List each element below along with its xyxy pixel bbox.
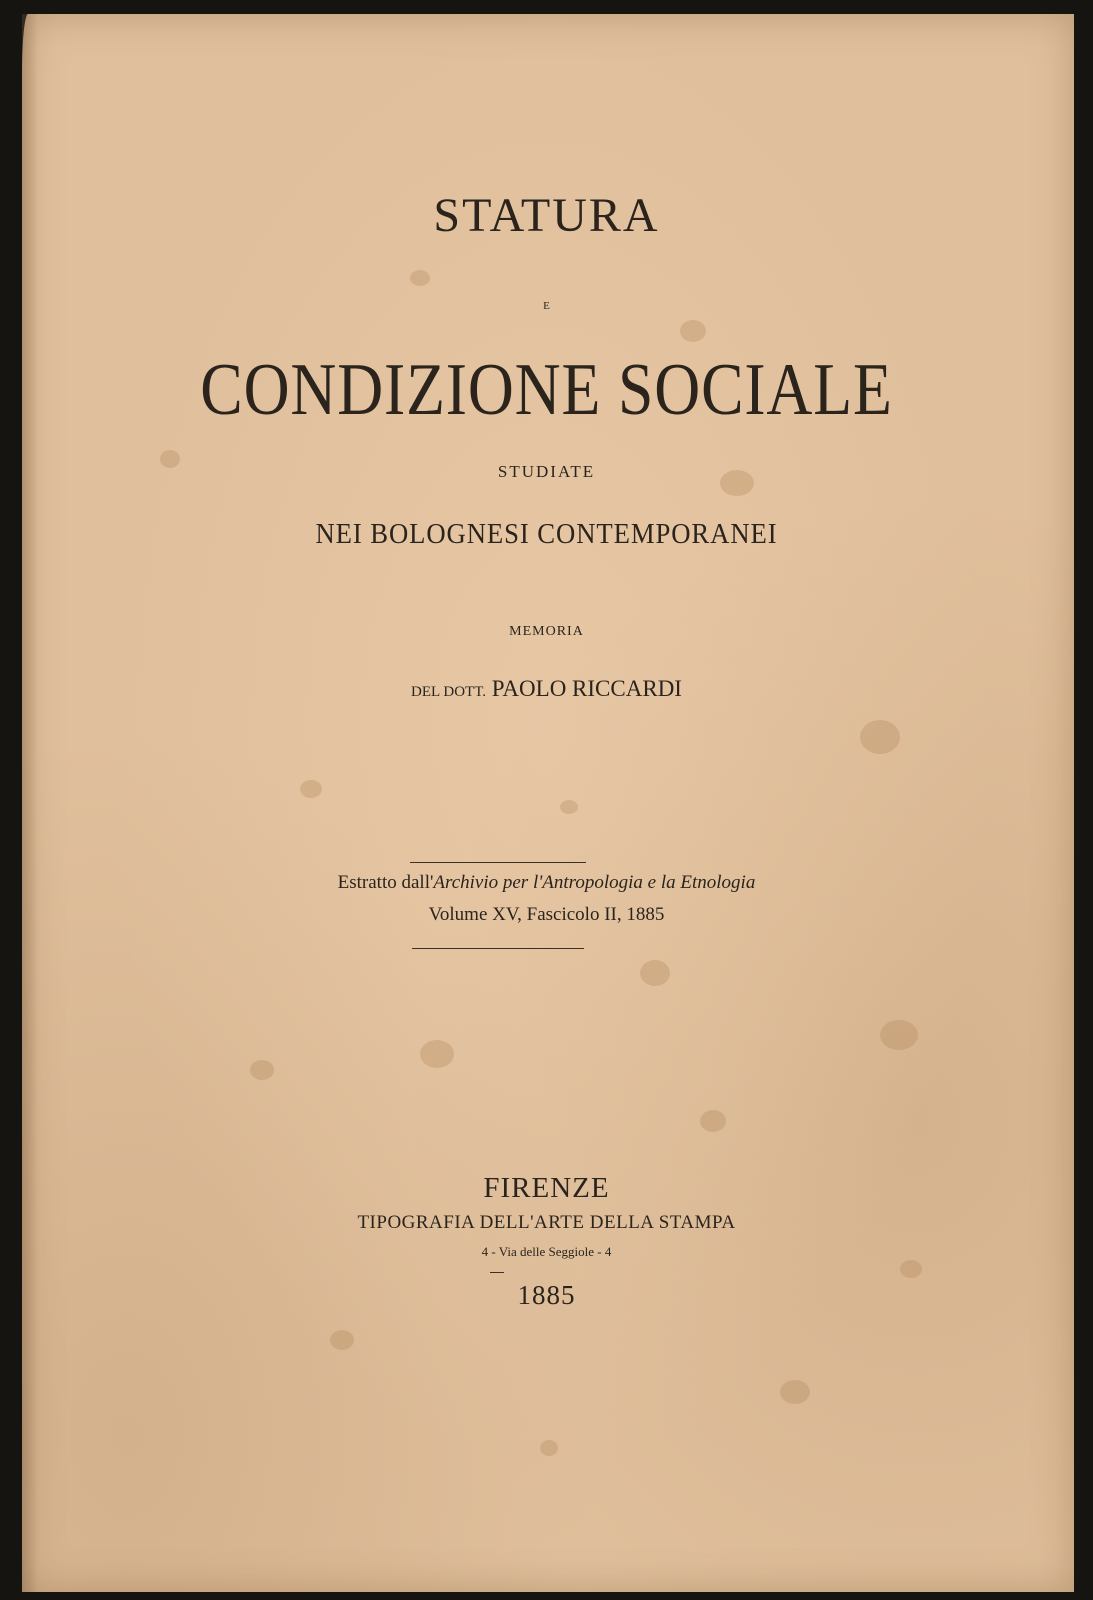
- year-dash: [490, 1272, 504, 1273]
- author-line: [0, 676, 1093, 702]
- location-line: NEI BOLOGNESI CONTEMPORANEI: [315, 518, 778, 550]
- divider-top: [410, 862, 586, 863]
- title-conjunction: E: [543, 300, 550, 312]
- extract-line: [0, 872, 1093, 894]
- book-cover: [22, 14, 1074, 1592]
- cover-spine-shadow: [22, 14, 38, 1592]
- foxing-spot: [250, 1060, 274, 1080]
- foxing-spot: [330, 1330, 354, 1350]
- volume-line: Volume XV, Fascicolo II, 1885: [428, 904, 665, 925]
- foxing-spot: [880, 1020, 918, 1050]
- publication-year: 1885: [517, 1280, 576, 1310]
- printer-name: TIPOGRAFIA DELL'ARTE DELLA STAMPA: [357, 1212, 736, 1233]
- journal-name: Archivio per l'Antropologia e la Etnologia: [433, 872, 756, 893]
- foxing-spot: [420, 1040, 454, 1068]
- cover-subtitle: CONDIZIONE SOCIALE: [200, 349, 893, 431]
- foxing-spot: [640, 960, 670, 986]
- foxing-spot: [900, 1260, 922, 1278]
- foxing-spot: [300, 780, 322, 798]
- cover-title: STATURA: [433, 189, 660, 242]
- foxing-spot: [700, 1110, 726, 1132]
- studiate-line: STUDIATE: [497, 462, 596, 481]
- memoria-line: MEMORIA: [509, 624, 584, 639]
- foxing-spot: [860, 720, 900, 754]
- foxing-spot: [410, 270, 430, 286]
- author-name: PAOLO RICCARDI: [491, 676, 682, 701]
- publisher-city: FIRENZE: [483, 1172, 610, 1204]
- printer-address: 4 - Via delle Seggiole - 4: [481, 1244, 612, 1259]
- foxing-spot: [680, 320, 706, 342]
- foxing-spot: [540, 1440, 558, 1456]
- author-prefix: DEL DOTT.: [411, 684, 486, 700]
- foxing-spot: [780, 1380, 810, 1404]
- divider-bottom: [412, 948, 584, 949]
- foxing-spot: [560, 800, 578, 814]
- extract-prefix: Estratto dall': [337, 872, 434, 893]
